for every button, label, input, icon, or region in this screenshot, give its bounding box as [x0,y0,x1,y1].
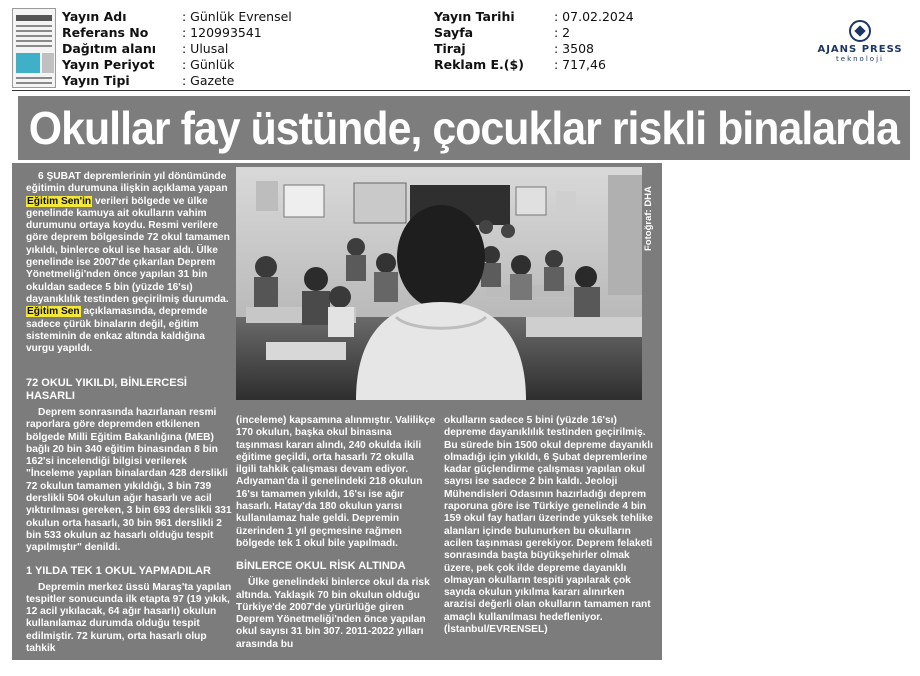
subheading: BİNLERCE OKUL RİSK ALTINDA [236,560,406,573]
meta-value: : Günlük [182,57,235,72]
photo-credit: Fotoğraf: DHA [643,186,654,251]
intro-text: verileri bölgede ve ülke genelinde kamuya ait okulların vahim durumunu ortaya koydu. Resmi verilere göre deprem bölgesinde 72 okul tamamen yıkıldı, binlerce okul ise hasar aldı. Ülke genelinde ise 2007'de çıkarılan Deprem Yönetmeliği'nden önce yapılan 31 bin okuldan sadece 5 bin (yüzde 16'sı) dayanıklılık testinden geçirilmiş durumda. [26,195,230,305]
subheading: 1 YILDA TEK 1 OKUL YAPMADILAR [26,564,211,577]
highlighted-term: Eğitim Sen'in [27,195,92,207]
meta-value: : Ulusal [182,41,229,56]
logo-mark-icon [849,20,871,42]
paragraph: Depremin merkez üssü Maraş'ta yapılan tespitler sonucunda ilk etapta 97 (19 yıkık, 12 acil yıkılacak, 64 ağır hasarlı) okulun kullanılamaz durumda olduğu tespit edilmiştir. 72 kurum, orta hasarlı olup tahkik [26,581,232,655]
meta-value: : 07.02.2024 [554,9,634,24]
ajans-press-logo [812,20,908,63]
article-column-2 [236,415,436,651]
meta-label: Sayfa [434,25,474,40]
publication-meta-left [62,9,292,89]
meta-label: Referans No [62,25,149,40]
meta-label: Tiraj [434,41,466,56]
intro-text: 6 ŞUBAT depremlerinin yıl dönümünde eğitimin durumuna ilişkin açıklama yapan [26,171,228,195]
meta-value: : 120993541 [182,25,262,40]
header-divider [12,90,910,91]
paragraph: Deprem sonrasında hazırlanan resmi raporlara göre depremden etkilenen bölgede Milli Eğitim Bakanlığına (MEB) bağlı 20 bin 340 eğitim binasından 8 bin 162'si incelendiği bilgisi verilerek "İnceleme yapılan binalardan 428 derslikli 72 okulun tamamen yıkıldığı, 3 bin 739 derslikli 504 okulun ağır hasarlı ve acil yıktırılması gereken, 3 bin 693 derslikli 331 okulun orta hasarlı, 30 bin 961 derslikli 2 bin 533 okulun az hasarlı olduğu tespit yapılmıştır" denildi. [26,407,232,554]
meta-value: : 717,46 [554,57,606,72]
headline: Okullar fay üstünde, çocuklar riskli binalarda [28,102,900,154]
classroom-photo [236,167,642,400]
intro-text: açıklamasında, depremde sadece çürük binaların değil, eğitim sisteminin de enkaz altında kaldığına vurgu yapıldı. [26,306,208,355]
meta-value: : Gazete [182,73,235,88]
meta-value: : 3508 [554,41,594,56]
highlighted-term: Eğitim Sen [27,306,80,318]
logo-subtext: teknoloji [836,55,884,63]
meta-label: Yayın Tipi [62,73,130,88]
classroom-photo-image [236,167,642,400]
subheading: 72 OKUL YIKILDI, BİNLERCESİ HASARLI [26,377,187,402]
meta-value: : Günlük Evrensel [182,9,292,24]
meta-label: Yayın Tarihi [434,9,515,24]
article-column-1 [26,371,236,655]
paragraph: (inceleme) kapsamına alınmıştır. Valilikçe 170 okulun, başka okul binasına taşınması kararı alındı, 240 okulda ikili eğitime geçildi, orta hasarlı 72 okulla ilgili tahkik çalışması devam ediyor. Adıyaman'da il genelindeki 218 okulun 16'sı tamamen yıkıldı, 16'sı ise ağır hasarlı. Hatay'da 180 okulun yarısı kullanılamaz hale geldi. Depremin üzerinden 1 yıl geçmesine rağmen bölgede tek 1 okul bile yapılmadı. [236,415,436,549]
logo-text: AJANS PRESS [817,44,903,55]
paragraph: okulların sadece 5 bini (yüzde 16'sı) depreme dayanıklılık testinden geçirilmiş. Bu sürede bin 1500 okul depreme dayanıklı olmadığı için yıkıldı, 6 Şubat depremlerine kadar güçlendirme çalışması yapılan okul sayısı ise sadece 2 bin kaldı. Jeoloji Mühendisleri Odasının hazırladığı deprem raporuna göre ise Türkiye genelinde 4 bin 159 okul fay hatları üzerinde yüksek tehlike alanları içinde bulunurken bu okulların acilen taşınması gerekiyor. Deprem felaketi sonrasında başta büyükşehirler olmak üzere, pek çok ilde depreme dayanıklı olmayan okulların tespiti yapılarak çok sayıda okulun yıkılma kararı alınırken arazisi değerli olan okulların tamamen rant amaçlı kullanılması hedefleniyor. (İstanbul/EVRENSEL) [444,415,653,636]
page-thumbnail[interactable] [12,8,56,88]
article-intro [26,171,234,355]
meta-label: Yayın Adı [62,9,127,24]
meta-label: Reklam E.($) [434,57,524,72]
publication-meta-right [434,9,634,73]
meta-label: Yayın Periyot [62,57,155,72]
meta-label: Dağıtım alanı [62,41,157,56]
paragraph: Ülke genelindeki binlerce okul da risk altında. Yaklaşık 70 bin okulun olduğu Türkiye'de 2007'de yürürlüğe giren Deprem Yönetmeliği'nden önce yapılan okul sayısı 31 bin 307. 2011-2022 yılları arasında bu [236,577,430,650]
meta-value: : 2 [554,25,571,40]
headline-banner [18,96,910,160]
article-column-3 [444,415,656,636]
article-clipping [12,163,662,660]
